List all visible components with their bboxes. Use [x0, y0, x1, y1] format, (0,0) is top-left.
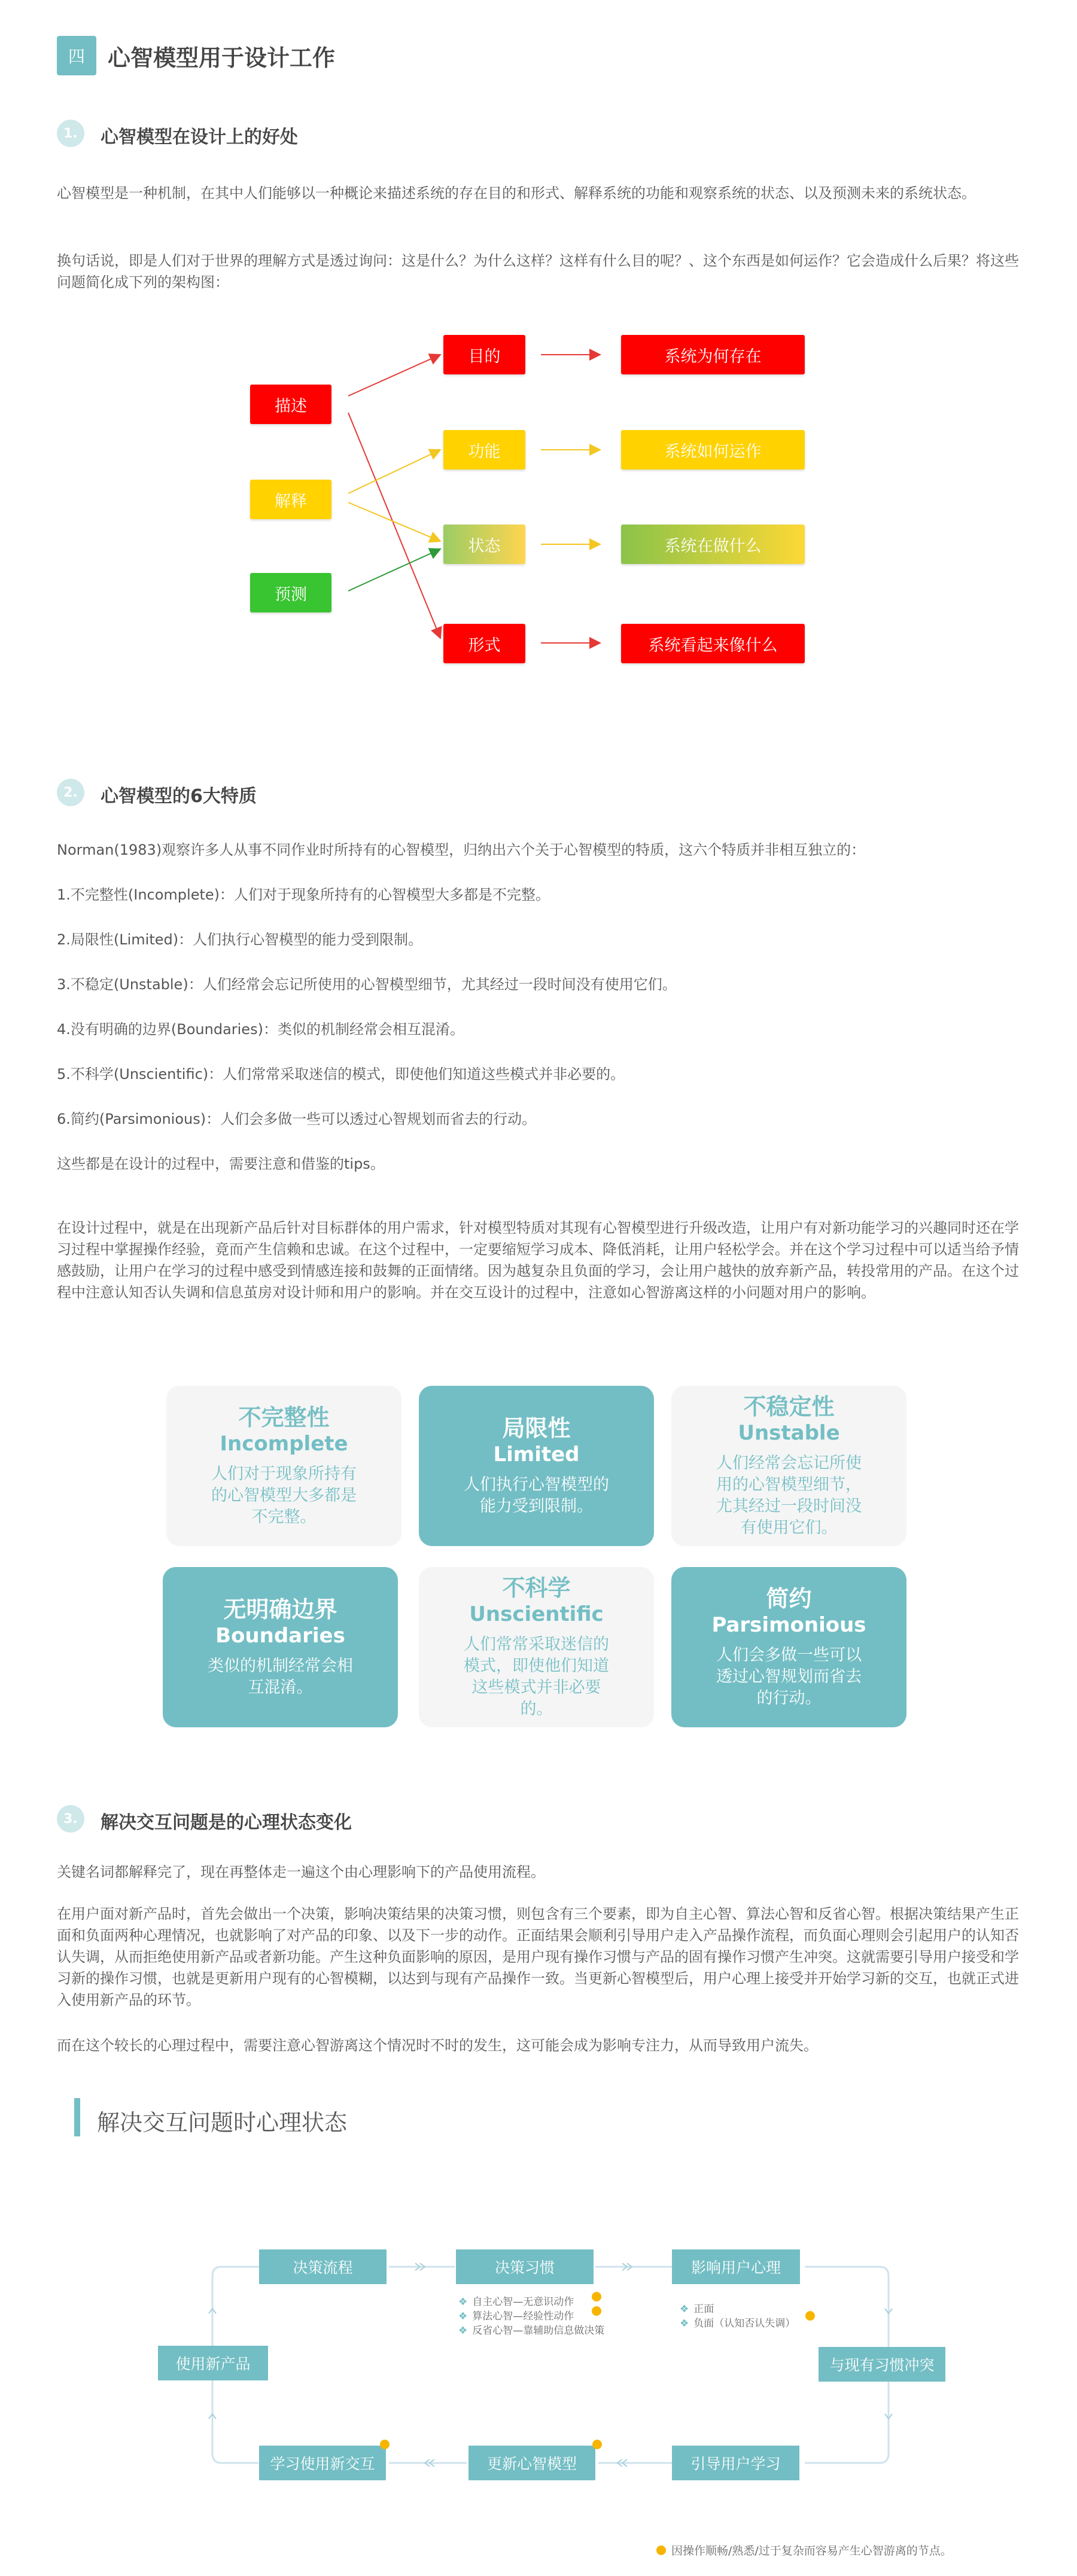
- subsection-3-title: 解决交互问题是的心理状态变化: [101, 1812, 352, 1833]
- arrow-explain-function: [348, 450, 440, 493]
- card-boundaries-desc: 类似的机制经常会相互混淆。: [208, 1657, 353, 1697]
- trait-item-3: 3.不稳定(Unstable)：人们经常会忘记所使用的心智模型细节，尤其经过一段时间没有使用它们。: [57, 976, 677, 993]
- card-unscientific: [419, 1567, 654, 1727]
- card-unscientific-title: 不科学: [502, 1575, 571, 1601]
- connector-top-right: [805, 2267, 889, 2347]
- node-what-doing: 系统在做什么: [621, 525, 805, 564]
- subsection-2-title: 心智模型的6大特质: [101, 786, 257, 807]
- mind-item-1-label: 正面: [693, 2303, 714, 2315]
- mind-item-1: [680, 2300, 714, 2315]
- subsection-3-number: 3.: [57, 1805, 84, 1833]
- arrow-explain-state: [348, 502, 440, 541]
- card-limited-desc: 人们执行心智模型的能力受到限制。: [464, 1476, 609, 1516]
- cycle-decision-habit: 决策习惯: [456, 2249, 594, 2284]
- mind-item-2-label: 负面（认知否认失调）: [693, 2318, 796, 2330]
- subsection-1-title: 心智模型在设计上的好处: [101, 127, 298, 148]
- card-incomplete: [166, 1386, 401, 1546]
- trait-item-4: 4.没有明确的边界(Boundaries)：类似的机制经常会相互混淆。: [57, 1021, 464, 1038]
- habit-item-2-label: 算法心智—经验性动作: [472, 2310, 574, 2322]
- card-limited-title: 局限性: [502, 1415, 571, 1441]
- legend-marker: [656, 2545, 666, 2555]
- legend-text: 因操作顺畅/熟悉/过于复杂而容易产生心智游离的节点。: [671, 2544, 952, 2557]
- card-unstable-desc: 人们经常会忘记所使用的心智模型细节，尤其经过一段时间没有使用它们。: [716, 1454, 862, 1537]
- s2-design-paragraph: 在设计过程中，就是在出现新产品后针对目标群体的用户需求，针对模型特质对其现有心智模型进行升级改造，让用户有对新功能学习的兴趣同时还在学习过程中掌握操作经验，竟而产生信赖和忠诚。在这个过程中，一定要缩短学习成本、降低消耗，让用户轻松学会。并在这个学习过程中可以适当给予情感鼓励，让用户在学习的过程中感受到情感连接和鼓舞的正面情绪。因为越复杂且负面的学习，会让用户越快的放弃新产品，转投常用的产品。在这个过程中注意认知否认失调和信息茧房对设计师和用户的影响。并在交互设计的过程中，注意如心智游离这样的小问题对用户的影响。: [57, 1220, 1019, 1301]
- s3-paragraph-2: 在用户面对新产品时，首先会做出一个决策，影响决策结果的决策习惯，则包含有三个要素，即为自主心智、算法心智和反省心智。根据决策结果产生正面和负面两种心理情况，也就影响了对产品的印象、以及下一步的动作。正面结果会顺利引导用户走入产品操作流程，而负面心理则会引起用户的认知否认失调，从而拒绝使用新产品或者新功能。产生这种负面影响的原因，是用户现有操作习惯与产品的固有操作习惯产生冲突。这就需要引导用户接受和学习新的操作习惯，也就是更新用户现有的心智模糊，以达到与现有产品操作一致。当更新心智模型后，用户心理上接受并开始学习新的交互，也就正式进入使用新产品的环节。: [57, 1906, 1019, 2008]
- card-limited: [419, 1386, 654, 1546]
- node-how-work: 系统如何运作: [621, 430, 805, 470]
- node-purpose: 目的: [443, 335, 525, 374]
- habit-item-3-label: 反省心智—靠辅助信息做决策: [472, 2325, 605, 2337]
- card-parsimonious: [671, 1567, 906, 1727]
- s1-paragraph-1: 心智模型是一种机制，在其中人们能够以一种概论来描述系统的存在目的和形式、解释系统的功能和观察系统的状态、以及预测未来的系统状态。: [57, 185, 976, 202]
- section-title: 心智模型用于设计工作: [108, 45, 336, 71]
- habit-item-2: [458, 2307, 574, 2322]
- connector-bottom-right: [805, 2382, 889, 2463]
- trait-item-6: 6.简约(Parsimonious)：人们会多做一些可以透过心智规划而省去的行动。: [57, 1111, 537, 1127]
- tips-note: 这些都是在设计的过程中，需要注意和借鉴的tips。: [57, 1156, 385, 1172]
- card-incomplete-desc: 人们对于现象所持有的心智模型大多都是不完整。: [211, 1465, 357, 1526]
- node-what-look: 系统看起来像什么: [621, 624, 805, 663]
- node-describe: 描述: [250, 385, 331, 424]
- card-parsimonious-title: 简约: [766, 1586, 812, 1612]
- mental-model-diagram: [0, 311, 1077, 682]
- cycle-influence-mind: 影响用户心理: [672, 2249, 800, 2284]
- subsection-1-number: 1.: [57, 120, 84, 147]
- cycle-update-model: 更新心智模型: [468, 2446, 595, 2480]
- diamond-bullet-icon: ❖: [680, 2318, 689, 2330]
- cycle-use-new-product: 使用新产品: [158, 2346, 268, 2380]
- wandering-node-marker: [592, 2306, 601, 2316]
- node-explain: 解释: [250, 480, 331, 519]
- node-function: 功能: [443, 430, 525, 470]
- card-parsimonious-en: Parsimonious: [711, 1613, 866, 1637]
- diamond-bullet-icon: ❖: [458, 2310, 468, 2322]
- node-predict: 预测: [250, 573, 331, 612]
- card-parsimonious-desc: 人们会多做一些可以透过心智规划而省去的行动。: [716, 1646, 862, 1708]
- cycle-diagram-title: 解决交互问题时心理状态: [97, 2109, 348, 2136]
- card-unstable-en: Unstable: [738, 1421, 840, 1445]
- card-boundaries-title: 无明确边界: [223, 1596, 337, 1623]
- section-number-badge: 四: [57, 36, 96, 75]
- trait-item-2: 2.局限性(Limited)：人们执行心智模型的能力受到限制。: [57, 931, 423, 948]
- arrow-describe-form: [348, 413, 440, 638]
- habit-item-1-label: 自主心智—无意识动作: [472, 2296, 574, 2308]
- card-incomplete-title: 不完整性: [238, 1404, 330, 1431]
- connector-top-left: [212, 2267, 259, 2346]
- cycle-learn-interaction: 学习使用新交互: [259, 2446, 386, 2480]
- card-unscientific-desc: 人们常常采取迷信的模式，即使他们知道这些模式并非必要的。: [464, 1635, 609, 1718]
- mind-item-2: [680, 2315, 795, 2330]
- card-unscientific-en: Unscientific: [469, 1602, 604, 1626]
- cycle-decision-flow: 决策流程: [259, 2249, 387, 2284]
- diagram-title-accent: [74, 2098, 80, 2136]
- s1-paragraph-2: 换句话说，即是人们对于世界的理解方式是透过询问：这是什么？为什么这样？这样有什么目的呢？、这个东西是如何运作？它会造成什么后果？将这些问题简化成下列的架构图：: [57, 252, 1019, 291]
- connector-bottom-left: [212, 2380, 258, 2463]
- wandering-node-marker: [592, 2292, 601, 2301]
- card-boundaries-en: Boundaries: [215, 1624, 345, 1648]
- node-why-exist: 系统为何存在: [621, 335, 805, 374]
- node-form: 形式: [443, 624, 525, 663]
- habit-item-3: [458, 2322, 604, 2337]
- diamond-bullet-icon: ❖: [458, 2325, 468, 2337]
- wandering-node-marker: [805, 2311, 815, 2321]
- trait-item-5: 5.不科学(Unscientific)：人们常常采取迷信的模式，即使他们知道这些模式并非必要的。: [57, 1066, 625, 1083]
- cycle-habit-conflict: 与现有习惯冲突: [819, 2347, 945, 2382]
- diamond-bullet-icon: ❖: [458, 2296, 468, 2308]
- card-limited-en: Limited: [493, 1443, 580, 1467]
- card-unstable: [671, 1386, 906, 1546]
- card-unstable-title: 不稳定性: [743, 1394, 835, 1420]
- wandering-node-marker: [380, 2440, 390, 2449]
- s3-paragraph-1: 关键名词都解释完了，现在再整体走一遍这个由心理影响下的产品使用流程。: [57, 1864, 545, 1880]
- card-incomplete-en: Incomplete: [220, 1432, 348, 1456]
- s2-intro: Norman(1983)观察许多人从事不同作业时所持有的心智模型，归纳出六个关于心智模型的特质，这六个特质并非相互独立的：: [57, 842, 866, 858]
- habit-item-1: [458, 2293, 574, 2308]
- diamond-bullet-icon: ❖: [680, 2303, 689, 2315]
- arrow-describe-purpose: [348, 355, 440, 396]
- card-boundaries: [163, 1567, 398, 1727]
- cycle-guide-learning: 引导用户学习: [672, 2446, 799, 2480]
- s3-paragraph-3: 而在这个较长的心理过程中，需要注意心智游离这个情况时不时的发生，这可能会成为影响专注力，从而导致用户流失。: [57, 2037, 818, 2054]
- subsection-2-number: 2.: [57, 779, 84, 806]
- wandering-node-marker: [592, 2440, 602, 2449]
- arrow-predict-state: [348, 549, 440, 591]
- trait-item-1: 1.不完整性(Incomplete)：人们对于现象所持有的心智模型大多都是不完整。: [57, 886, 550, 903]
- node-state: 状态: [443, 525, 525, 564]
